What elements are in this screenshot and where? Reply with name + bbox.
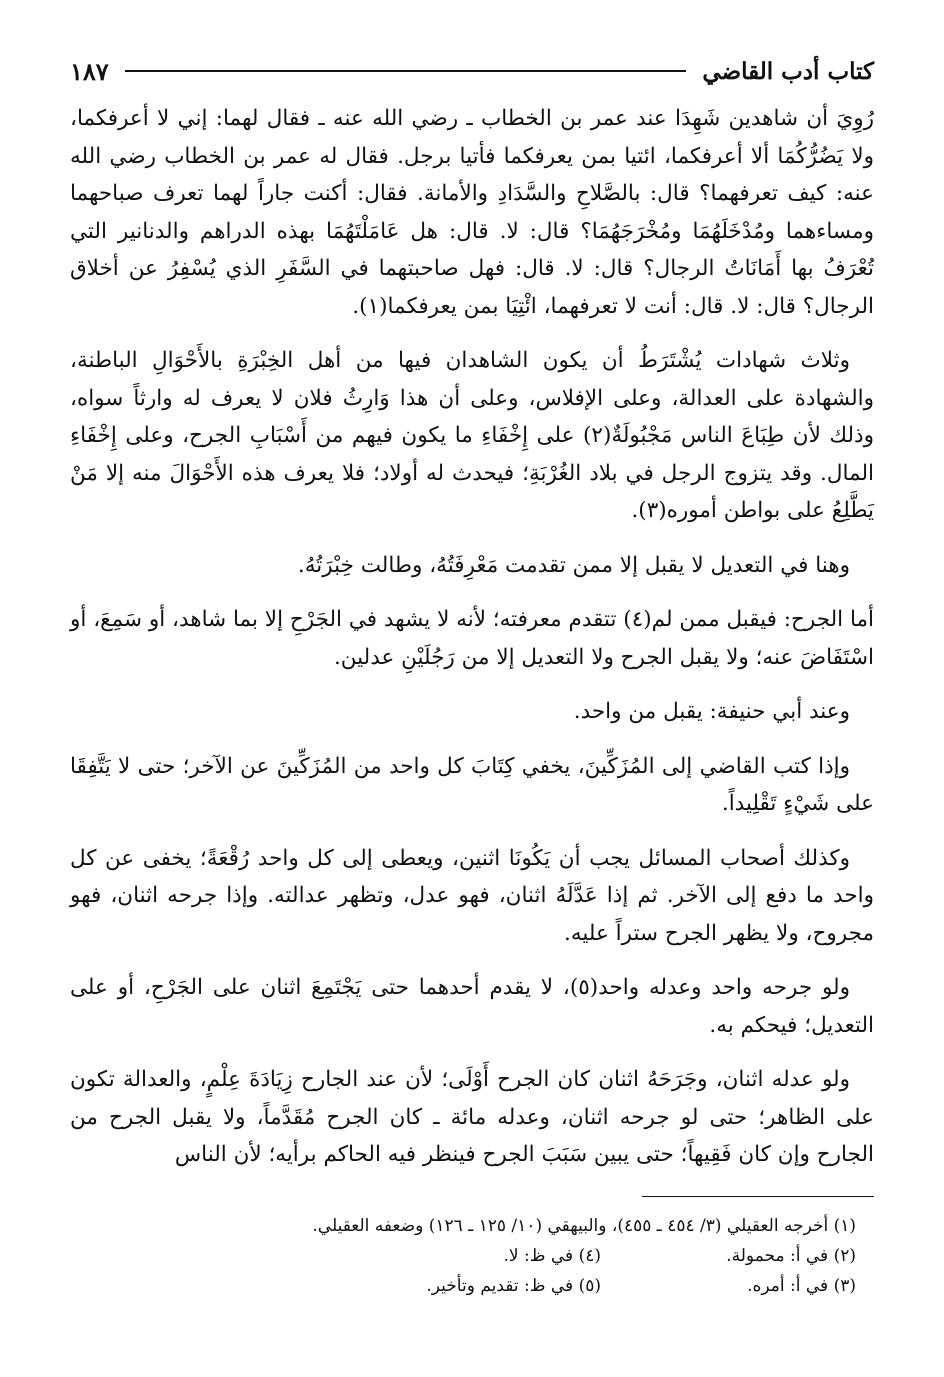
paragraph: وثلاث شهادات يُشْتَرَطُ أن يكون الشاهدان فيها من أهل الخِبْرَةِ بالأَحْوَالِ الباطنة، والشهادة على العدالة، وعلى الإفلاس، وعلى أن هذا وَارِثُ فلان لا يعرف له وارثاً سواه، وذلك لأن طِبَاعَ الناس مَجْبُولَةٌ(٢) على إِخْفَاءِ ما يكون فيهم من أَسْبَابِ الجرح، وعلى إِخْفَاءِ المال. وقد يتزوج الرجل في بلاد الغُرْبَةِ؛ فيحدث له أولاد؛ فلا يعرف هذه الأَحْوَالَ منه إلا مَنْ يَطَّلِعُ على بواطن أموره(٣).: [70, 348, 874, 523]
paragraph: رُوِيَ أن شاهدين شَهِدَا عند عمر بن الخطاب ـ رضي الله عنه ـ فقال لهما: إني لا أعرفكما، ولا يَضُرُّكُمَا ألا أعرفكما، ائتيا بمن يعرفكما فأتيا برجل. فقال له عمر بن الخطاب رضي الله عنه: كيف تعرفهما؟ قال: بالصَّلاحِ والسَّدَادِ والأمانة. فقال: أكنت جاراً لهما تعرف صباحهما ومساءهما ومُدْخَلَهُمَا ومُخْرَجَهُمَا؟ قال: لا. قال: هل عَامَلْتَهُمَا بهذه الدراهم والدنانير التي تُعْرَفُ بها أَمَانَاتُ الرجال؟ قال: لا. قال: فهل صاحبتهما في السَّفَرِ الذي يُسْفِرُ عن أخلاق الرجال؟ قال: لا. قال: أنت لا تعرفهما، ائْتِيَا بمن يعرفكما(١).: [70, 106, 874, 319]
paragraph: وإذا كتب القاضي إلى المُزَكِّينَ، يخفي كِتَابَ كل واحد من المُزَكِّينَ عن الآخر؛ حتى لا يَتَّفِقَا على شَيْءٍ تَقْلِيداً.: [70, 753, 874, 816]
footnote-5: (٥) في ظ: تقديم وتأخير.: [426, 1275, 601, 1296]
footnote-2: (٢) في أ: محمولة.: [726, 1245, 856, 1266]
page-header: [70, 48, 874, 94]
header-rule: [125, 70, 687, 72]
paragraph: ولو جرحه واحد وعدله واحد(٥)، لا يقدم أحدهما حتى يَجْتَمِعَ اثنان على الجَرْحِ، أو على التعديل؛ فيحكم به.: [70, 975, 874, 1038]
paragraph: وعند أبي حنيفة: يقبل من واحد.: [573, 699, 850, 724]
page-number: ١٨٧: [70, 56, 109, 86]
footnote-separator: [642, 1196, 874, 1197]
paragraph: ولو عدله اثنان، وجَرَحَهُ اثنان كان الجرح أَوْلَى؛ لأن عند الجارح زِيَادَةَ عِلْمٍ، والعدالة تكون على الظاهر؛ حتى لو جرحه اثنان، وعدله مائة ـ كان الجرح مُقَدَّماً، ولا يقبل الجرح من الجارح وإن كان فَقِيهاً؛ حتى يبين سَبَبَ الجرح فينظر فيه الحاكم برأيه؛ لأن الناس: [70, 1067, 874, 1167]
body-text: [70, 100, 874, 1174]
paragraph: وهنا في التعديل لا يقبل إلا ممن تقدمت مَعْرِفَتُهُ، وطالت خِبْرَتُهُ.: [297, 552, 850, 578]
footnote-row: [70, 1241, 856, 1271]
book-page: [70, 48, 874, 1348]
footnote-1: (١) أخرجه العقيلي (٣/ ٤٥٤ ـ ٤٥٥)، والبيهقي (١٠/ ١٢٥ ـ ١٢٦) وضعفه العقيلي.: [312, 1215, 856, 1236]
footnote-4: (٤) في ظ: لا.: [503, 1245, 601, 1266]
footnote-row: [70, 1271, 856, 1301]
footnote-3: (٣) في أ: أمره.: [747, 1275, 856, 1296]
paragraph: وكذلك أصحاب المسائل يجب أن يَكُونَا اثنين، ويعطى إلى كل واحد رُقْعَةً؛ يخفى عن كل واحد ما دفع إلى الآخر. ثم إذا عَدَّلَهُ اثنان، فهو عدل، وتظهر عدالته. وإذا جرحه اثنان، فهو مجروح، ولا يظهر الجرح ستراً عليه.: [70, 845, 874, 946]
book-title: كتاب أدب القاضي: [702, 57, 874, 85]
footnote-row: [70, 1211, 856, 1241]
footnotes: [70, 1211, 874, 1301]
paragraph: أما الجرح: فيقبل ممن لم(٤) تتقدم معرفته؛ لأنه لا يشهد في الجَرْحِ إلا بما شاهد، أو سَمِعَ، أو اسْتَفَاضَ عنه؛ ولا يقبل الجرح ولا التعديل إلا من رَجُلَيْنِ عدلين.: [70, 607, 874, 670]
